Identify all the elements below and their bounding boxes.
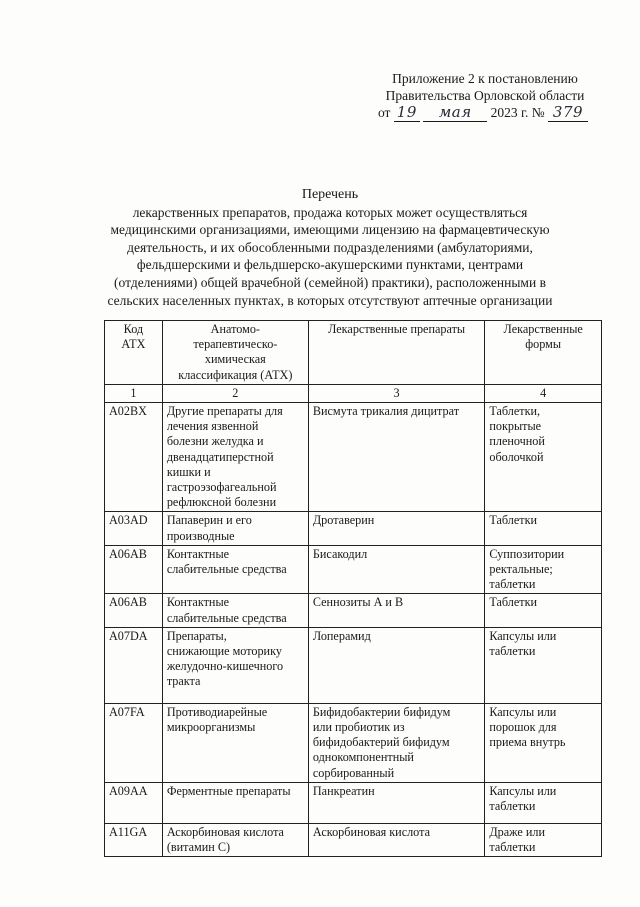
document-title	[70, 186, 590, 309]
title-description-line: (отделениями) общей врачебной (семейной) практики), расположенными в	[114, 274, 546, 290]
table-header-row	[105, 321, 602, 385]
table-row	[105, 703, 602, 782]
title-description-line: деятельность, и их обособленными подразделениями (амбулаториями,	[127, 239, 533, 255]
dosage-form-cell: Капсулы или порошок для приема внутрь	[485, 703, 602, 782]
title-heading: Перечень	[301, 187, 359, 202]
atc-code-cell: A09AA	[105, 782, 163, 823]
dosage-form-cell: Драже или таблетки	[485, 823, 602, 856]
table-row	[105, 823, 602, 856]
atc-classification-cell: Контактные слабительные средства	[162, 545, 308, 594]
header-dosage-forms: Лекарственные формы	[485, 321, 602, 385]
handwritten-decree-number: 379	[548, 104, 588, 122]
from-label: от	[377, 105, 391, 120]
medicines-table	[104, 320, 602, 857]
title-description-line: медицинскими организациями, имеющими лицензию на фармацевтическую	[110, 222, 550, 238]
dosage-form-cell: Таблетки, покрытые пленочной оболочкой	[485, 403, 602, 512]
handwritten-month: мая	[423, 104, 487, 122]
atc-classification-cell: Аскорбиновая кислота (витамин С)	[162, 823, 308, 856]
medicine-cell: Висмута трикалия дицитрат	[308, 403, 484, 512]
column-number-row	[105, 384, 602, 402]
medicine-cell: Бисакодил	[308, 545, 484, 594]
header-atc-classification: Анатомо- терапевтическо- химическая классификация (АТХ)	[162, 321, 308, 385]
title-description-line: сельских населенных пунктах, в которых отсутствуют аптечные организации	[107, 292, 553, 308]
medicine-cell: Панкреатин	[308, 782, 484, 823]
atc-classification-cell: Папаверин и его производные	[162, 512, 308, 545]
appendix-line-1: Приложение 2 к постановлению	[392, 71, 578, 86]
year-and-number-label: 2023 г. №	[490, 105, 545, 120]
dosage-form-cell: Капсулы или таблетки	[485, 782, 602, 823]
atc-classification-cell: Контактные слабительные средства	[162, 594, 308, 627]
title-description-line: лекарственных препаратов, продажа которых может осуществляться	[132, 204, 528, 220]
dosage-form-cell: Суппозитории ректальные; таблетки	[485, 545, 602, 594]
atc-code-cell: A03AD	[105, 512, 163, 545]
table-row	[105, 545, 602, 594]
atc-code-cell: A11GA	[105, 823, 163, 856]
appendix-reference	[360, 70, 610, 122]
column-number: 1	[105, 384, 163, 402]
column-number: 3	[308, 384, 484, 402]
atc-code-cell: A06AB	[105, 545, 163, 594]
atc-classification-cell: Ферментные препараты	[162, 782, 308, 823]
medicine-cell: Аскорбиновая кислота	[308, 823, 484, 856]
table-row	[105, 403, 602, 512]
column-number: 4	[485, 384, 602, 402]
handwritten-day: 19	[394, 104, 420, 122]
medicine-cell: Сеннозиты А и В	[308, 594, 484, 627]
atc-classification-cell: Препараты, снижающие моторику желудочно-кишечного тракта	[162, 627, 308, 703]
atc-code-cell: A02BX	[105, 403, 163, 512]
medicine-cell: Лоперамид	[308, 627, 484, 703]
header-atc-code: Код АТХ	[105, 321, 163, 385]
atc-code-cell: A07DA	[105, 627, 163, 703]
title-description-line: фельдшерскими и фельдшерско-акушерскими пунктами, центрами	[136, 257, 524, 273]
dosage-form-cell: Капсулы или таблетки	[485, 627, 602, 703]
appendix-date-line	[360, 104, 610, 122]
atc-code-cell: A07FA	[105, 703, 163, 782]
appendix-line-2: Правительства Орловской области	[385, 88, 585, 103]
atc-classification-cell: Другие препараты для лечения язвенной болезни желудка и двенадцатиперстной кишки и гастроэзофагеальной рефлюксной болезни	[162, 403, 308, 512]
table-row	[105, 782, 602, 823]
medicine-cell: Дротаверин	[308, 512, 484, 545]
table-row	[105, 594, 602, 627]
atc-code-cell: A06AB	[105, 594, 163, 627]
table-row	[105, 627, 602, 703]
column-number: 2	[162, 384, 308, 402]
header-medicines: Лекарственные препараты	[308, 321, 484, 385]
dosage-form-cell: Таблетки	[485, 512, 602, 545]
table-row	[105, 512, 602, 545]
dosage-form-cell: Таблетки	[485, 594, 602, 627]
atc-classification-cell: Противодиарейные микроорганизмы	[162, 703, 308, 782]
medicine-cell: Бифидобактерии бифидум или пробиотик из бифидобактерий бифидум однокомпонентный сорбированный	[308, 703, 484, 782]
